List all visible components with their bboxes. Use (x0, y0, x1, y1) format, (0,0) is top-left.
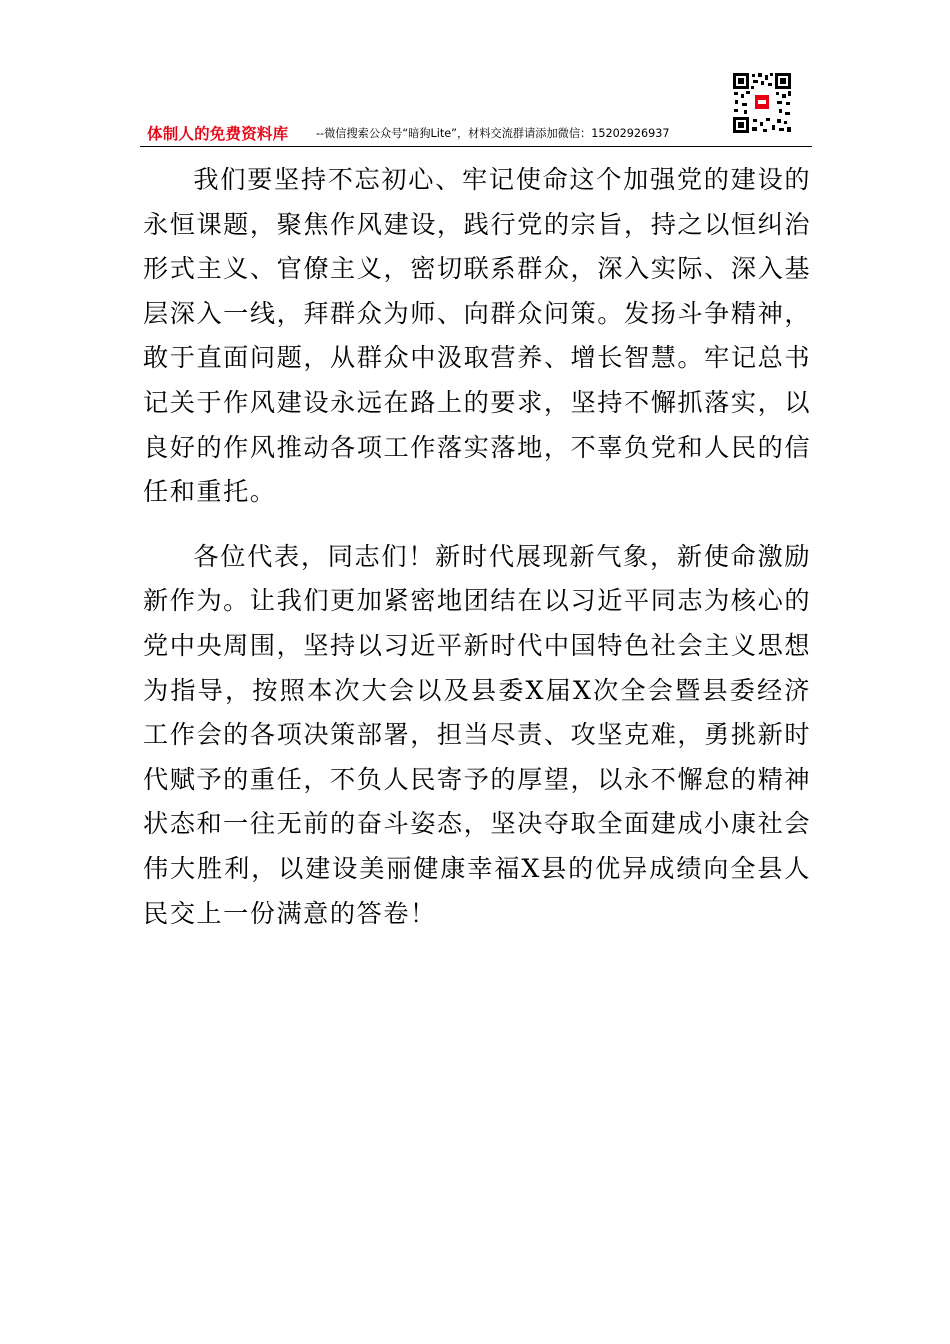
qr-code-icon (732, 72, 792, 134)
header-note: --微信搜索公众号“暗狗Lite”，材料交流群请添加微信：15202926937 (316, 127, 670, 140)
body-paragraph: 各位代表，同志们！新时代展现新气象，新使命激励新作为。让我们更加紧密地团结在以习近平同志为核心的党中央周围，坚持以习近平新时代中国特色社会主义思想为指导，按照本次大会以及县委X届X次全会暨县委经济工作会的各项决策部署，担当尽责、攻坚克难，勇挑新时代赋予的重任，不负人民寄予的厚望，以永不懈怠的精神状态和一往无前的奋斗姿态，坚决夺取全面建成小康社会伟大胜利，以建设美丽健康幸福X县的优异成绩向全县人民交上一份满意的答卷！ (143, 541, 811, 928)
header-brand: 体制人的免费资料库 (147, 125, 289, 143)
document-body (143, 158, 811, 936)
page-header (140, 70, 812, 147)
body-paragraph: 我们要坚持不忘初心、牢记使命这个加强党的建设的永恒课题，聚焦作风建设，践行党的宗旨，持之以恒纠治形式主义、官僚主义，密切联系群众，深入实际、深入基层深入一线，拜群众为师、向群众问策。发扬斗争精神，敢于直面问题，从群众中汲取营养、增长智慧。牢记总书记关于作风建设永远在路上的要求，坚持不懈抓落实，以良好的作风推动各项工作落实落地，不辜负党和人民的信任和重托。 (143, 165, 811, 507)
